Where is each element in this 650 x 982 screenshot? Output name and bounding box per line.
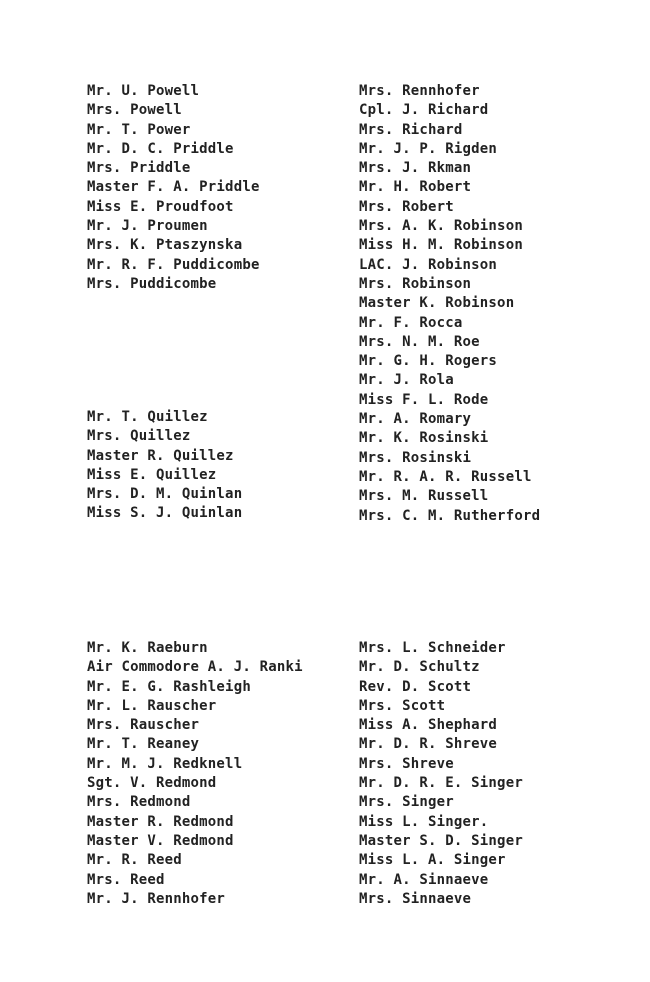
name-entry: Mrs. Richard	[359, 121, 463, 138]
name-entry: Mrs. Singer	[359, 794, 454, 811]
name-entry: Mr. T. Reaney	[87, 736, 200, 753]
name-entry: Mrs. Shreve	[359, 755, 454, 772]
name-entry: Mr. A. Romary	[359, 411, 472, 428]
name-entry: Mr. T. Quillez	[87, 409, 208, 425]
name-entry: Mrs. Puddicombe	[87, 275, 217, 292]
name-entry: Mr. M. J. Redknell	[87, 755, 243, 772]
name-list-block2-left	[87, 639, 303, 909]
name-entry: Miss L. Singer.	[359, 813, 489, 830]
name-entry: Mr. G. H. Rogers	[359, 353, 498, 370]
name-entry: Rev. D. Scott	[359, 678, 472, 695]
name-entry: Mrs. K. Ptaszynska	[87, 237, 243, 254]
name-entry: Miss L. A. Singer	[359, 852, 506, 869]
name-list-block2-right	[359, 639, 523, 909]
name-entry: Mrs. Reed	[87, 871, 165, 888]
name-entry: Mr. D. R. E. Singer	[359, 775, 523, 792]
name-list-block1-left-bottom	[87, 408, 242, 524]
name-entry: Miss S. J. Quinlan	[87, 505, 243, 522]
name-entry: Miss E. Quillez	[87, 466, 217, 483]
name-entry: Mrs. A. K. Robinson	[359, 218, 523, 235]
name-entry: Mr. J. Rennhofer	[87, 890, 226, 907]
name-entry: Mr. R. A. R. Russell	[359, 468, 532, 485]
name-entry: Mrs. Redmond	[87, 794, 191, 811]
name-entry: Mr. R. F. Puddicombe	[87, 256, 260, 273]
name-entry: Sgt. V. Redmond	[87, 775, 217, 792]
name-entry: Mr. T. Power	[87, 121, 191, 138]
name-entry: Mr. L. Rauscher	[87, 697, 217, 714]
name-entry: Mrs. M. Russell	[359, 488, 489, 505]
name-entry: Mr. K. Raeburn	[87, 640, 208, 656]
name-entry: Mrs. Scott	[359, 697, 446, 714]
name-entry: Mr. J. P. Rigden	[359, 140, 498, 157]
name-entry: Mrs. L. Schneider	[359, 640, 506, 656]
name-entry: Mr. R. Reed	[87, 852, 182, 869]
name-entry: Master R. Quillez	[87, 447, 234, 464]
name-entry: Mrs. Rosinski	[359, 449, 472, 466]
name-entry: Mrs. Powell	[87, 102, 182, 119]
name-entry: Mrs. N. M. Roe	[359, 333, 480, 350]
name-list-block1-left-top	[87, 82, 260, 294]
name-entry: Miss E. Proudfoot	[87, 198, 234, 215]
name-entry: Mr. J. Proumen	[87, 218, 208, 235]
name-entry: Cpl. J. Richard	[359, 102, 489, 119]
name-entry: Miss A. Shephard	[359, 717, 498, 734]
name-entry: Mrs. Robinson	[359, 275, 472, 292]
name-entry: Master K. Robinson	[359, 295, 515, 312]
name-entry: Miss H. M. Robinson	[359, 237, 523, 254]
name-entry: Master V. Redmond	[87, 832, 234, 849]
name-entry: Mr. J. Rola	[359, 372, 454, 389]
name-entry: Mrs. D. M. Quinlan	[87, 486, 243, 503]
name-entry: Mr. D. R. Shreve	[359, 736, 498, 753]
name-entry: Miss F. L. Rode	[359, 391, 489, 408]
name-entry: Mrs. Rennhofer	[359, 83, 480, 99]
name-entry: Master F. A. Priddle	[87, 179, 260, 196]
name-entry: Mrs. Priddle	[87, 160, 191, 177]
name-entry: Mrs. Sinnaeve	[359, 890, 472, 907]
name-entry: Master S. D. Singer	[359, 832, 523, 849]
name-entry: LAC. J. Robinson	[359, 256, 498, 273]
name-entry: Mr. A. Sinnaeve	[359, 871, 489, 888]
name-entry: Mr. D. C. Priddle	[87, 140, 234, 157]
name-entry: Mrs. J. Rkman	[359, 160, 472, 177]
name-entry: Mrs. Rauscher	[87, 717, 200, 734]
name-list-block1-right	[359, 82, 540, 526]
name-entry: Mr. E. G. Rashleigh	[87, 678, 251, 695]
name-entry: Mrs. Quillez	[87, 428, 191, 445]
name-entry: Air Commodore A. J. Ranki	[87, 659, 303, 676]
name-entry: Mr. H. Robert	[359, 179, 472, 196]
name-entry: Mr. D. Schultz	[359, 659, 480, 676]
name-entry: Mr. F. Rocca	[359, 314, 463, 331]
name-entry: Mr. U. Powell	[87, 83, 200, 99]
name-entry: Mr. K. Rosinski	[359, 430, 489, 447]
name-entry: Mrs. C. M. Rutherford	[359, 507, 541, 524]
name-entry: Master R. Redmond	[87, 813, 234, 830]
name-entry: Mrs. Robert	[359, 198, 454, 215]
